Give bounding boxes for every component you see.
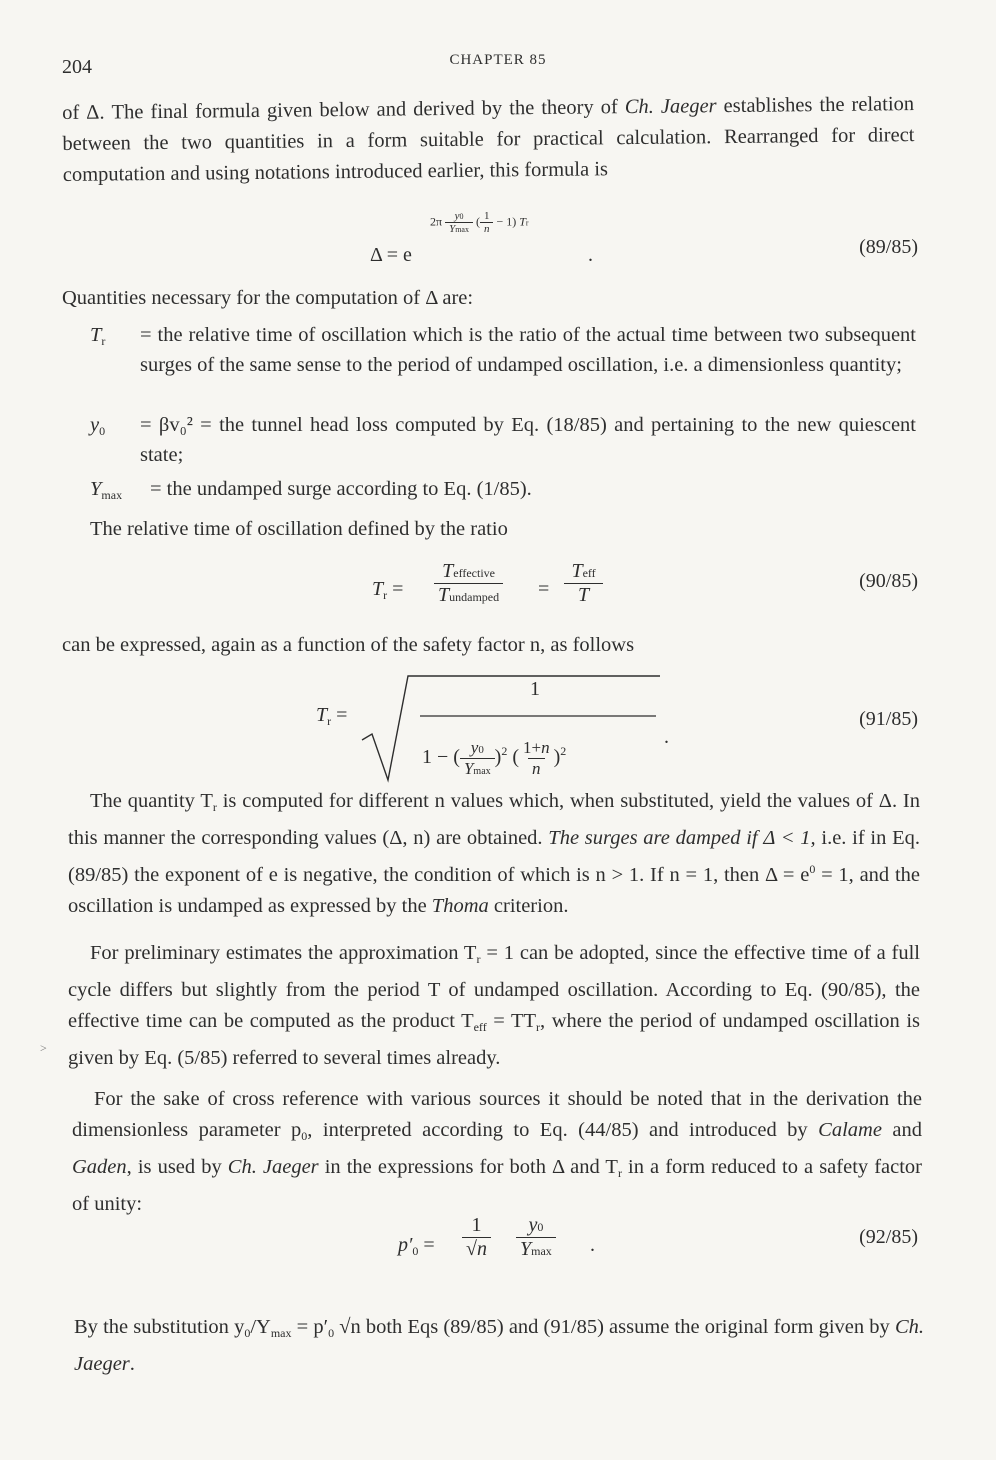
margin-mark: > [40,1041,47,1055]
eq91-denominator: 1 − ( $\frac{y0}{Ymax}$ )$^2$ ( $\frac{1+n}{n}$ )$^2$ [422,738,567,778]
equation-92: $p'_0$ = $\frac{1}{√n}$ y0 Ymax . [398,1214,595,1260]
definition-y0: $y_0$ = βv₀² = the tunnel head loss computed by Eq. (18/85) and pertaining to the new quiescent state; [90,414,916,466]
eq-number-89: (89/85) [859,236,918,258]
eq89-exponent: 2π $\frac{y0}{Ymax}$ ( $\frac{1}{n}$ − 1) Tr [430,210,529,235]
definition-tr: $T_r$ = the relative time of oscillation which is the ratio of the actual time between two subsequent surges of the same sense to the period of undamped oscillation, i.e. a dimensionless quantity; [90,324,916,376]
paragraph-intro: of Δ. The final formula given below and derived by the theory of Ch. Jaeger establishes the relation between the two quantities in a form suitable for practical calculation. Rearranged for direct computation and using notations introduced earlier, this formula is [62,93,915,186]
eq90-frac-effective: Teffective Tundamped [434,560,503,607]
running-head: CHAPTER 85 [449,52,547,68]
eq-number-92: (92/85) [859,1226,918,1248]
paragraph-cross-reference: For the sake of cross reference with various sources it should be noted that in the derivation the dimensionless parameter $p_0$, interpreted according to Eq. (44/85) and introduced by Calame and Gaden, is used by Ch. Jaeger in the expressions for both Δ and $T_r$ in a form reduced to a safety factor of unity: [72,1088,923,1215]
eq92-frac-sqrt: $\frac{1}{√n}$ [462,1214,491,1261]
page-number: 204 [62,56,92,78]
paragraph-damped: The quantity $T_r$ is computed for different n values which, when substituted, yield the values of Δ. In this manner the corresponding values (Δ, n) are obtained. The surges are damped if Δ < 1, i.e. if in Eq. (89/85) the exponent of e is negative, the condition of which is n > 1. If n = 1, then $\Delta = e^0 = 1$, and the oscillation is undamped as expressed by the Thoma criterion. [68,790,920,917]
eq-number-90: (90/85) [859,570,918,592]
definition-ymax: $Y_{max}$ = the undamped surge according to Eq. (1/85). [90,478,532,502]
equation-91: $T_r$ = 1 1 − ( $\frac{y0}{Ymax}$ )$^2$ ( $\frac{1+n}{n}$ )$^2$ . [316,668,676,788]
eq-number-91: (91/85) [859,708,918,730]
paragraph-quantities: Quantities necessary for the computation of Δ are: [62,287,474,309]
eq90-frac-eff: Teff T [564,560,603,607]
equation-89: 2π $\frac{y0}{Ymax}$ ( $\frac{1}{n}$ − 1) Tr Δ = e . [370,210,593,266]
paragraph-function-of-n: can be expressed, again as a function of the safety factor n, as follows [62,634,635,656]
paragraph-relative-time: The relative time of oscillation defined by the ratio [90,518,508,540]
equation-90: $T_r$ = Teffective Tundamped = Teff T [372,560,632,624]
eq92-frac-y: y0 Ymax [516,1214,556,1261]
paragraph-substitution: By the substitution $y_0/Y_{max} = p'_0$ √n both Eqs (89/85) and (91/85) assume the original form given by Ch. Jaeger. [74,1316,924,1375]
paragraph-preliminary: For preliminary estimates the approximation $T_r = 1$ can be adopted, since the effective time of a full cycle differs but slightly from the period T of undamped oscillation. According to Eq. (90/85), the effective time can be computed as the product $T_{eff} = TT_r$, where the period of undamped oscillation is given by Eq. (5/85) referred to several times already. [68,942,920,1069]
eq89-lhs: Δ = e [370,244,412,266]
